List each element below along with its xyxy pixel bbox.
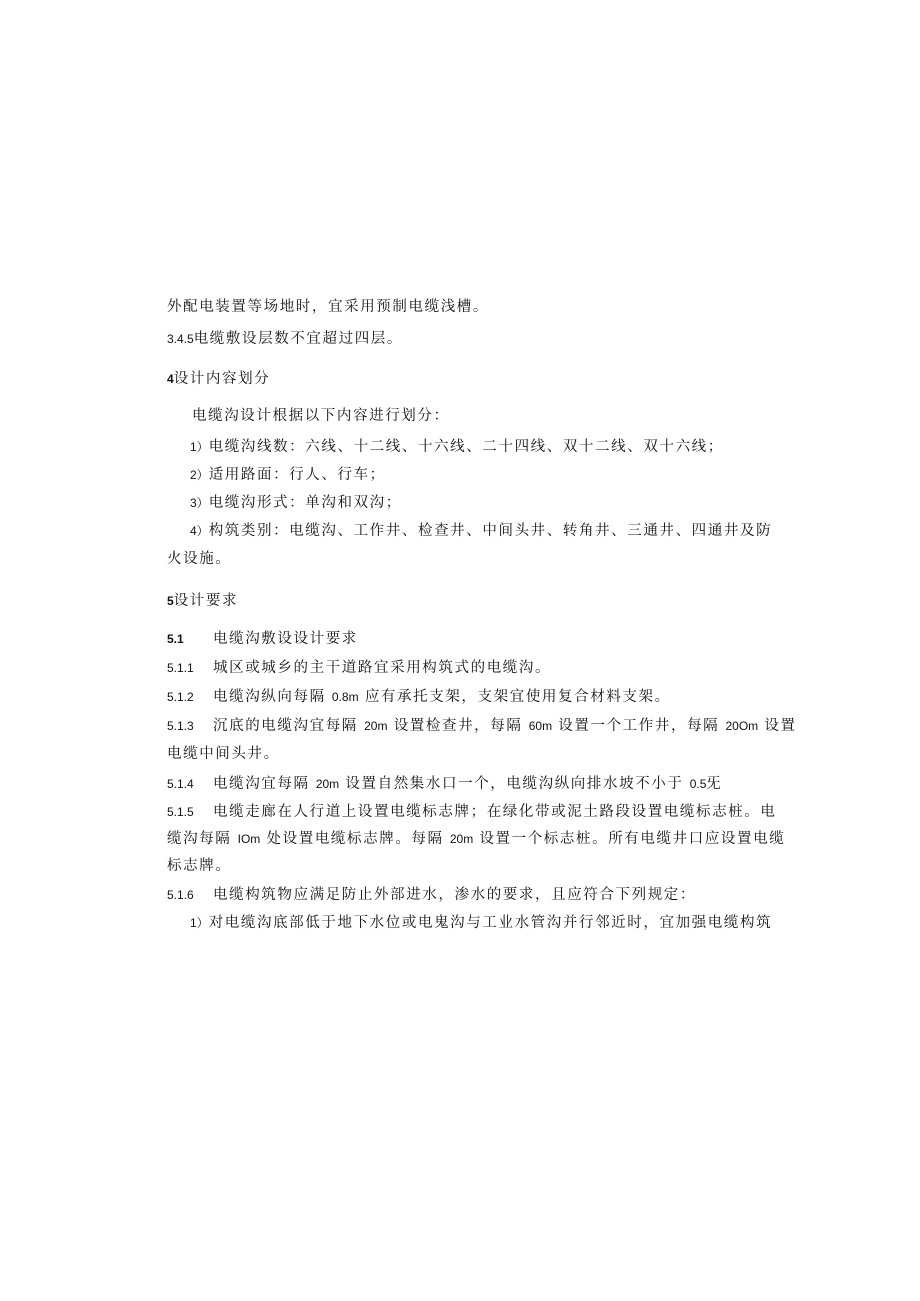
subsection-5-1: [167, 629, 757, 649]
clause-5-1-5: [167, 802, 777, 822]
clause-3-4-5: [167, 329, 757, 349]
clause-number: 5.1.3: [167, 719, 194, 733]
clause-text: 电缆中间头井。: [167, 746, 280, 762]
clause-5-1-1: [167, 658, 757, 678]
list-text: 对电缆沟底部低于地下水位或电鬼沟与工业水管沟并行邻近时，宜加强电缆构筑: [208, 915, 773, 931]
section-number: 5: [167, 594, 174, 608]
clause-text: 设置: [764, 718, 797, 734]
clause-number: 3.4.5: [167, 332, 194, 346]
clause-number: 5.1.4: [167, 777, 194, 791]
clause-number: 5.1.1: [167, 661, 194, 675]
text: 外配电装置等场地时，宜采用预制电缆浅槽。: [167, 299, 489, 315]
section-heading-5: [167, 591, 757, 611]
clause-text: 标志牌。: [167, 858, 232, 874]
clause-text: 设置一个标志桩。所有电缆井口应设置电缆: [479, 831, 786, 847]
list-number: 4）: [190, 524, 209, 538]
clause-text: 电缆沟宜每隔: [213, 776, 310, 792]
list-item-4: [190, 521, 773, 541]
section-number: 4: [167, 372, 174, 386]
list-text: 构筑类别：电缆沟、工作井、检查井、中间头井、转角井、三通井、四通井及防: [208, 523, 773, 539]
list-item-4-continued: [167, 549, 757, 569]
list-number: 1）: [190, 440, 209, 454]
clause-5-1-4: [167, 774, 757, 794]
clause-number: 5.1.5: [167, 805, 194, 819]
clause-text: 设置检查井，每隔: [393, 718, 523, 734]
clause-5-1-3: [167, 716, 797, 736]
value: 20m: [449, 832, 474, 846]
subsection-number: 5.1: [167, 632, 184, 646]
clause-5-1-5-continued: [167, 829, 786, 849]
section-heading-4: [167, 369, 757, 389]
value: 0.8m: [331, 690, 359, 704]
clause-text: 电缆敷设层数不宜超过四层。: [193, 331, 404, 347]
clause-number: 5.1.2: [167, 690, 194, 704]
clause-5-1-5-continued-2: [167, 856, 757, 876]
text: 电缆沟设计根据以下内容进行划分：: [192, 408, 450, 424]
value: 20m: [315, 777, 340, 791]
value: 20Om: [725, 719, 759, 733]
clause-text: 缆沟每隔: [167, 831, 232, 847]
clause-text: 设置自然集水口一个，电缆沟纵向排水坡不小于: [345, 776, 684, 792]
list-number: 2）: [190, 468, 209, 482]
list-text: 适用路面：行人、行车；: [208, 467, 386, 483]
clause-5-1-2: [167, 687, 757, 707]
clause-number: 5.1.6: [167, 888, 194, 902]
subsection-title: 电缆沟敷设设计要求: [213, 631, 358, 647]
clause-5-1-3-continued: [167, 744, 757, 764]
clause-text: 应有承托支架，支架宜使用复合材料支架。: [364, 689, 671, 705]
list-item-3: [190, 493, 780, 513]
clause-text: 城区或城乡的主干道路宜采用构筑式的电缆沟。: [213, 660, 552, 676]
clause-text: 电缆构筑物应满足防止外部进水，渗水的要求，且应符合下列规定：: [213, 887, 696, 903]
clause-text: 电缆沟纵向每隔: [213, 689, 326, 705]
list-text: 火设施。: [167, 551, 232, 567]
value: IOm: [237, 832, 261, 846]
clause-text: 旡: [706, 776, 723, 792]
list-item-2: [190, 465, 780, 485]
clause-text: 设置一个工作井，每隔: [558, 718, 720, 734]
intro-paragraph: [192, 406, 782, 426]
list-item-1: [190, 437, 780, 457]
paragraph-line: [167, 297, 757, 317]
clause-text: 沉底的电缆沟宜每隔: [213, 718, 358, 734]
clause-5-1-6: [167, 885, 757, 905]
clause-text: 处设置电缆标志牌。每隔: [266, 831, 444, 847]
list-text: 电缆沟形式：单沟和双沟；: [208, 495, 402, 511]
list-number: 3）: [190, 496, 209, 510]
clause-text: 电缆走廊在人行道上设置电缆标志牌；在绿化带或泥土路段设置电缆标志桩。电: [213, 804, 777, 820]
value: 0.5: [689, 777, 707, 791]
section-title: 设计要求: [173, 593, 239, 609]
list-number: 1）: [190, 916, 209, 930]
value: 60m: [528, 719, 553, 733]
section-title: 设计内容划分: [173, 371, 271, 387]
value: 20m: [364, 719, 388, 733]
list-text: 电缆沟线数：六线、十二线、十六线、二十四线、双十二线、双十六线；: [208, 439, 724, 455]
sub-item-1: [190, 913, 773, 933]
